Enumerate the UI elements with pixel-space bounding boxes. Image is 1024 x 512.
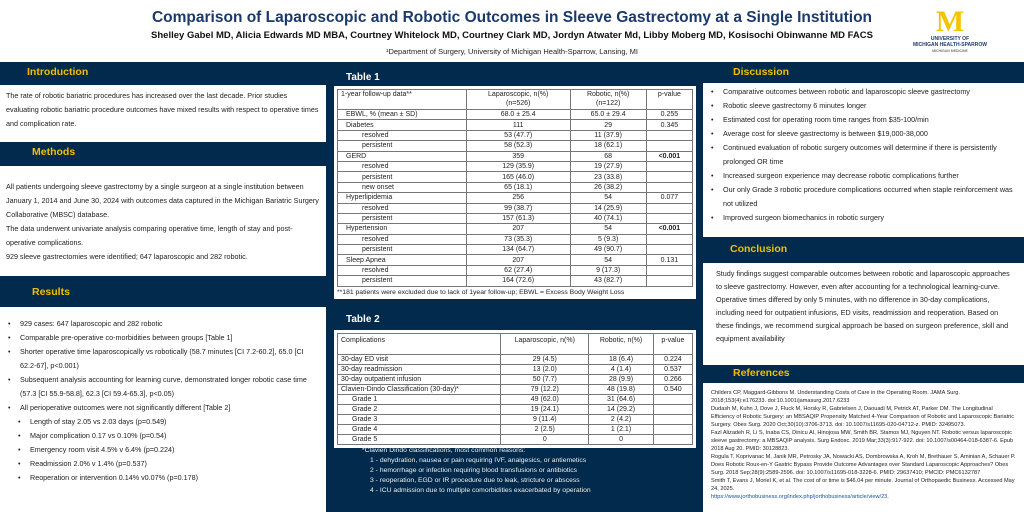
table-cell: 165 (46.0): [466, 172, 570, 182]
table-cell: 9 (11.4): [501, 415, 589, 425]
table-cell: 54: [570, 193, 646, 203]
list-subitem: • Reoperation or intervention 0.14% v0.07% (p=0.178): [6, 471, 320, 485]
table-cell: 99 (38.7): [466, 203, 570, 213]
list-item: • Increased surgeon experience may decrease robotic complications further: [709, 169, 1018, 183]
table-cell: 4 (1.4): [589, 365, 654, 375]
table-cell: [646, 234, 692, 244]
references-heading: References: [733, 367, 790, 379]
footnote-line: 4 - ICU admission due to multiple comorbidities exacerbated by operation: [370, 487, 591, 494]
table-cell: Diabetes: [338, 120, 467, 130]
table-cell: 0.255: [646, 110, 692, 120]
table-cell: <0.001: [646, 151, 692, 161]
table-cell: 14 (29.2): [589, 405, 654, 415]
conclusion-section: [703, 263, 1024, 365]
table-row: [338, 130, 693, 140]
table-cell: 53 (47.7): [466, 130, 570, 140]
list-item: • Comparative outcomes between robotic and laparoscopic sleeve gastrectomy: [709, 85, 1018, 99]
table-cell: 9 (17.3): [570, 265, 646, 275]
table-row: [338, 141, 693, 151]
reference-item: Smith T, Evans J, Moriel K, et al. The cost of or time is $46.04 per minute. Journal of Orthopaedic Business. Accessed May 24, 2025.: [711, 478, 1015, 492]
introduction-section: [0, 85, 326, 142]
conclusion-heading: Conclusion: [730, 243, 788, 255]
table-cell: [646, 182, 692, 192]
results-heading: Results: [32, 286, 70, 298]
table-row: [338, 415, 693, 425]
introduction-text: The rate of robotic bariatric procedures has increased over the last decade. Prior studies evaluating robotic bariatric procedure outcomes have mixed results with respect to operative times and complication rate.: [6, 91, 319, 128]
table-cell: resolved: [338, 265, 467, 275]
column-header: p-value: [646, 90, 692, 110]
table-cell: 0.077: [646, 193, 692, 203]
poster-header: [0, 0, 1024, 62]
table-cell: 19 (27.9): [570, 161, 646, 171]
table-cell: 0.345: [646, 120, 692, 130]
list-item: • Subsequent analysis accounting for learning curve, demonstrated longer robotic case time (57.3 [CI 55.9-58.8], 62.3 [CI 59.4-65.3], p<0.05): [6, 373, 320, 401]
table-row: [338, 213, 693, 223]
table-cell: 164 (72.6): [466, 276, 570, 286]
table-cell: 68: [570, 151, 646, 161]
list-item: • 929 cases: 647 laparoscopic and 282 robotic: [6, 317, 320, 331]
table-cell: Grade 2: [338, 405, 501, 415]
table-row: [338, 425, 693, 435]
table-cell: [646, 213, 692, 223]
table-row: [338, 395, 693, 405]
table-cell: new onset: [338, 182, 467, 192]
table1-note: **181 patients were excluded due to lack of 1year follow-up; EBWL = Excess Body Weight Loss: [337, 288, 625, 296]
table-cell: 2 (4.2): [589, 415, 654, 425]
table-row: [338, 365, 693, 375]
reference-item: Dudash M, Kuhn J, Dove J, Fluck M, Horsky R, Gabrielsen J, Daouadi M, Petrick AT, Parker DM. The Longitudinal Efficiency of Robotic Surgery: an MBSAQIP Propensity Matched 4-Year Comparison of Robotic and Laparoscopic Bariatric Surgery. Obes Surg. 2020 Oct;30(10):3706-3713. doi: 10.1007/s11695-020-04712-z. PMID: 32495073.: [711, 406, 1015, 428]
table-cell: Grade 3: [338, 415, 501, 425]
table-cell: Sleep Apnea: [338, 255, 467, 265]
conclusion-text: Study findings suggest comparable outcomes between robotic and laparoscopic approaches to sleeve gastrectomy. However, even after accounting for a technological learning-curve. Operative times differed by only 5 minutes, with no difference in 30-day complications, including need for outpatient infusions, ED visits, readmission and reoperation. Based on these findings, we recommend surgical approach be based on surgeon preference, skill and equipment availability: [716, 269, 1010, 343]
list-item: • All perioperative outcomes were not significantly different [Table 2]: [6, 401, 320, 415]
column-header: p-value: [653, 334, 692, 355]
logo-line: MICHIGAN HEALTH-SPARROW: [913, 42, 987, 48]
table-cell: 0.540: [653, 385, 692, 395]
table-cell: 65.0 ± 29.4: [570, 110, 646, 120]
table-row: [338, 405, 693, 415]
table-cell: Grade 1: [338, 395, 501, 405]
discussion-heading: Discussion: [733, 66, 790, 78]
table-row: [338, 265, 693, 275]
poster-title: Comparison of Laparoscopic and Robotic Outcomes in Sleeve Gastrectomy at a Single Institution: [151, 9, 873, 26]
list-item: • Continued evaluation of robotic surgery outcomes will determine if there is persistently prolonged OR time: [709, 141, 1018, 169]
table-cell: 19 (24.1): [501, 405, 589, 415]
methods-text: The data underwent univariate analysis comparing operative time, length of stay and post-operative complications.: [6, 224, 293, 247]
table2: [337, 333, 693, 445]
table-cell: 134 (64.7): [466, 245, 570, 255]
table-cell: Grade 4: [338, 425, 501, 435]
table-cell: 54: [570, 255, 646, 265]
table-row: [338, 193, 693, 203]
column-header: Laparoscopic, n(%) (n=526): [466, 90, 570, 110]
list-subitem: • Major complication 0.17 vs 0.10% (p=0.54): [6, 429, 320, 443]
table-cell: [646, 130, 692, 140]
table-cell: 50 (7.7): [501, 375, 589, 385]
table-cell: EBWL, % (mean ± SD): [338, 110, 467, 120]
column-header: Complications: [338, 334, 501, 355]
table-cell: [646, 276, 692, 286]
table-row: [338, 161, 693, 171]
introduction-heading: Introduction: [27, 66, 89, 78]
table-cell: 2 (2.5): [501, 425, 589, 435]
list-subitem: • Length of stay 2.05 vs 2.03 days (p=0.549): [6, 415, 320, 429]
methods-heading: Methods: [32, 146, 76, 158]
table2-footnote: [362, 446, 591, 496]
table2-label: Table 2: [346, 314, 380, 325]
table-cell: [646, 141, 692, 151]
table-row: [338, 355, 693, 365]
table-cell: Clavien-Dindo Classification (30-day)*: [338, 385, 501, 395]
list-item: • Estimated cost for operating room time ranges from $35-100/min: [709, 113, 1018, 127]
table-cell: persistent: [338, 213, 467, 223]
reference-item: Rogula T, Koprivanac M, Janik MR, Petrosky JA, Nowacki AS, Dombrowska A, Kroh M, Brethauer S, Aminian A, Schauer P. Does Robotic Roux-en-Y Gastric Bypass Provide Outcome Advantages over Standard Laparoscopic Approaches? Obes Surg. 2018 Sep;28(9):2589-2596. doi: 10.1007/s11695-018-3228-6. PMID: 29637410; PMCID: PMC6132787: [711, 454, 1016, 476]
discussion-list: [709, 85, 1018, 225]
column-header: Laparoscopic, n(%): [501, 334, 589, 355]
table-row: [338, 375, 693, 385]
reference-item: Fazl Alizadeh R, Li S, Inaba CS, Dinicu AI, Hinojosa MW, Smith BR, Stamos MJ, Nguyen NT. Robotic versus laparoscopic sleeve gastrectomy: a MBSAQIP analysis. Surg Endosc. 2019 Mar;33(3):917-922. doi: 10.1007/s00464-018-6387-6. Epub 2018 Aug 20. PMID: 30128823.: [711, 430, 1014, 452]
table-cell: 359: [466, 151, 570, 161]
table-cell: [653, 405, 692, 415]
table-header-row: [338, 334, 693, 355]
table-row: [338, 182, 693, 192]
footnote-line: 3 - reoperation, EGD or IR procedure due to leak, stricture or abscess: [370, 477, 580, 484]
table-cell: 5 (9.3): [570, 234, 646, 244]
table-cell: 0.224: [653, 355, 692, 365]
table-row: [338, 151, 693, 161]
logo-line: MICHIGAN MEDICINE: [932, 49, 968, 53]
table-cell: 54: [570, 224, 646, 234]
list-subitem: • Emergency room visit 4.5% v 6.4% (p=0.224): [6, 443, 320, 457]
table-cell: [646, 245, 692, 255]
table-cell: [653, 425, 692, 435]
table-cell: [653, 435, 692, 445]
column-header: Robotic, n(%): [589, 334, 654, 355]
table-cell: 0.537: [653, 365, 692, 375]
footnote-line: 2 - hemorrhage or infection requiring blood transfusions or antibiotics: [370, 467, 578, 474]
table-cell: persistent: [338, 276, 467, 286]
table-cell: 48 (19.8): [589, 385, 654, 395]
results-section: [0, 307, 326, 512]
table-cell: 256: [466, 193, 570, 203]
table-cell: 30-day ED visit: [338, 355, 501, 365]
table-cell: 28 (9.9): [589, 375, 654, 385]
affiliation: ¹Department of Surgery, University of Michigan Health-Sparrow, Lansing, MI: [385, 47, 639, 56]
results-list: [6, 317, 320, 485]
authors: Shelley Gabel MD, Alicia Edwards MD MBA, Courtney Whitelock MD, Courtney Clark MD, Jordyn Atwater Md, Libby Moberg MD, Kosisochi Obinwanne MD FACS: [151, 30, 873, 41]
table-cell: 18 (6.4): [589, 355, 654, 365]
table-cell: [653, 415, 692, 425]
table-cell: GERD: [338, 151, 467, 161]
table-row: [338, 245, 693, 255]
references-section: [703, 383, 1024, 512]
methods-text: 929 sleeve gastrectomies were identified; 647 laparoscopic and 282 robotic.: [6, 252, 248, 261]
table-row: [338, 435, 693, 445]
table-row: [338, 234, 693, 244]
table-row: [338, 172, 693, 182]
table1-container: [334, 86, 696, 299]
table-cell: 49 (90.7): [570, 245, 646, 255]
table-cell: 58 (52.3): [466, 141, 570, 151]
table-cell: 40 (74.1): [570, 213, 646, 223]
table-cell: persistent: [338, 172, 467, 182]
list-item: • Average cost for sleeve gastrectomy is between $19,000-38,000: [709, 127, 1018, 141]
list-item: • Robotic sleeve gastrectomy 6 minutes longer: [709, 99, 1018, 113]
table1: [337, 89, 693, 287]
table-cell: <0.001: [646, 224, 692, 234]
methods-section: [0, 166, 326, 276]
table-cell: 68.0 ± 25.4: [466, 110, 570, 120]
table-cell: 62 (27.4): [466, 265, 570, 275]
table-cell: 157 (61.3): [466, 213, 570, 223]
footnote-line: 1 - dehydration, nausea or pain requiring IVF, analgesics, or antiemetics: [370, 457, 587, 464]
table-cell: 14 (25.9): [570, 203, 646, 213]
list-subitem: • Readmission 2.0% v 1.4% (p=0.537): [6, 457, 320, 471]
table-cell: 65 (18.1): [466, 182, 570, 192]
table-cell: 49 (62.0): [501, 395, 589, 405]
logo-line: UNIVERSITY OF: [930, 36, 970, 42]
table-cell: 79 (12.2): [501, 385, 589, 395]
table-cell: [646, 203, 692, 213]
list-item: • Comparable pre-operative co-morbidities between groups [Table 1]: [6, 331, 320, 345]
block-m-logo: M: [935, 5, 965, 38]
table-row: [338, 203, 693, 213]
table-cell: [646, 265, 692, 275]
list-item: • Improved surgeon biomechanics in robotic surgery: [709, 211, 1018, 225]
table-cell: 13 (2.0): [501, 365, 589, 375]
table-cell: 111: [466, 120, 570, 130]
table-cell: Hypertension: [338, 224, 467, 234]
table-cell: 29: [570, 120, 646, 130]
table-cell: 1 (2.1): [589, 425, 654, 435]
table-cell: 30-day outpatient infusion: [338, 375, 501, 385]
table-row: [338, 120, 693, 130]
table-row: [338, 276, 693, 286]
table-cell: 31 (64.6): [589, 395, 654, 405]
reference-item: Childers CP, Maggard-Gibbons M. Understanding Costs of Care in the Operating Room. JAMA Surg. 2018;153(4):e176233. doi:10.1001/jamasurg.2017.6233: [711, 390, 960, 404]
list-item: • Shorter operative time laparoscopically vs robotically (58.7 minutes [CI 7.2-60.2], 65.0 [CI 62.2-67], p<0.001): [6, 345, 320, 373]
list-item: • Our only Grade 3 robotic procedure complications occurred when staple reinforcement was not utilized: [709, 183, 1018, 211]
table-cell: [646, 172, 692, 182]
table-cell: Hyperlipidemia: [338, 193, 467, 203]
table-cell: [646, 161, 692, 171]
discussion-section: [703, 83, 1024, 237]
table-cell: persistent: [338, 141, 467, 151]
table-cell: resolved: [338, 234, 467, 244]
column-header: 1-year follow-up data**: [338, 90, 467, 110]
table-cell: 129 (35.9): [466, 161, 570, 171]
table-cell: 0.131: [646, 255, 692, 265]
table-cell: persistent: [338, 245, 467, 255]
reference-link[interactable]: https://www.jorthobusiness.org/index.php/jorthobusiness/article/view/23.: [711, 494, 889, 500]
table-cell: [653, 395, 692, 405]
table-row: [338, 110, 693, 120]
table-cell: 207: [466, 255, 570, 265]
table-cell: Grade 5: [338, 435, 501, 445]
column-header: Robotic, n(%) (n=122): [570, 90, 646, 110]
table-row: [338, 224, 693, 234]
table-cell: 26 (38.2): [570, 182, 646, 192]
table-cell: 0: [589, 435, 654, 445]
table-cell: 73 (35.3): [466, 234, 570, 244]
table2-container: [334, 330, 696, 448]
table-cell: 29 (4.5): [501, 355, 589, 365]
table1-label: Table 1: [346, 72, 380, 83]
table-cell: 0: [501, 435, 589, 445]
table-cell: 23 (33.8): [570, 172, 646, 182]
table-cell: 207: [466, 224, 570, 234]
table-cell: resolved: [338, 130, 467, 140]
table-header-row: [338, 90, 693, 110]
table-cell: 30-day readmission: [338, 365, 501, 375]
table-cell: 18 (62.1): [570, 141, 646, 151]
university-logo: [905, 5, 995, 54]
references-list: [711, 389, 1016, 493]
table-cell: resolved: [338, 161, 467, 171]
table-cell: 11 (37.9): [570, 130, 646, 140]
table-cell: 0.266: [653, 375, 692, 385]
methods-text: All patients undergoing sleeve gastrectomy by a single surgeon at a single institution between January 1, 2014 and June 30, 2024 with outcomes data captured in the Michigan Bariatric Surgery Collaborative (MBSC) database.: [6, 182, 319, 219]
table-row: [338, 385, 693, 395]
table-cell: 43 (82.7): [570, 276, 646, 286]
table-row: [338, 255, 693, 265]
footnote-title: *Clavien Dindo classifications, most common reasons:: [362, 447, 526, 454]
table-cell: resolved: [338, 203, 467, 213]
